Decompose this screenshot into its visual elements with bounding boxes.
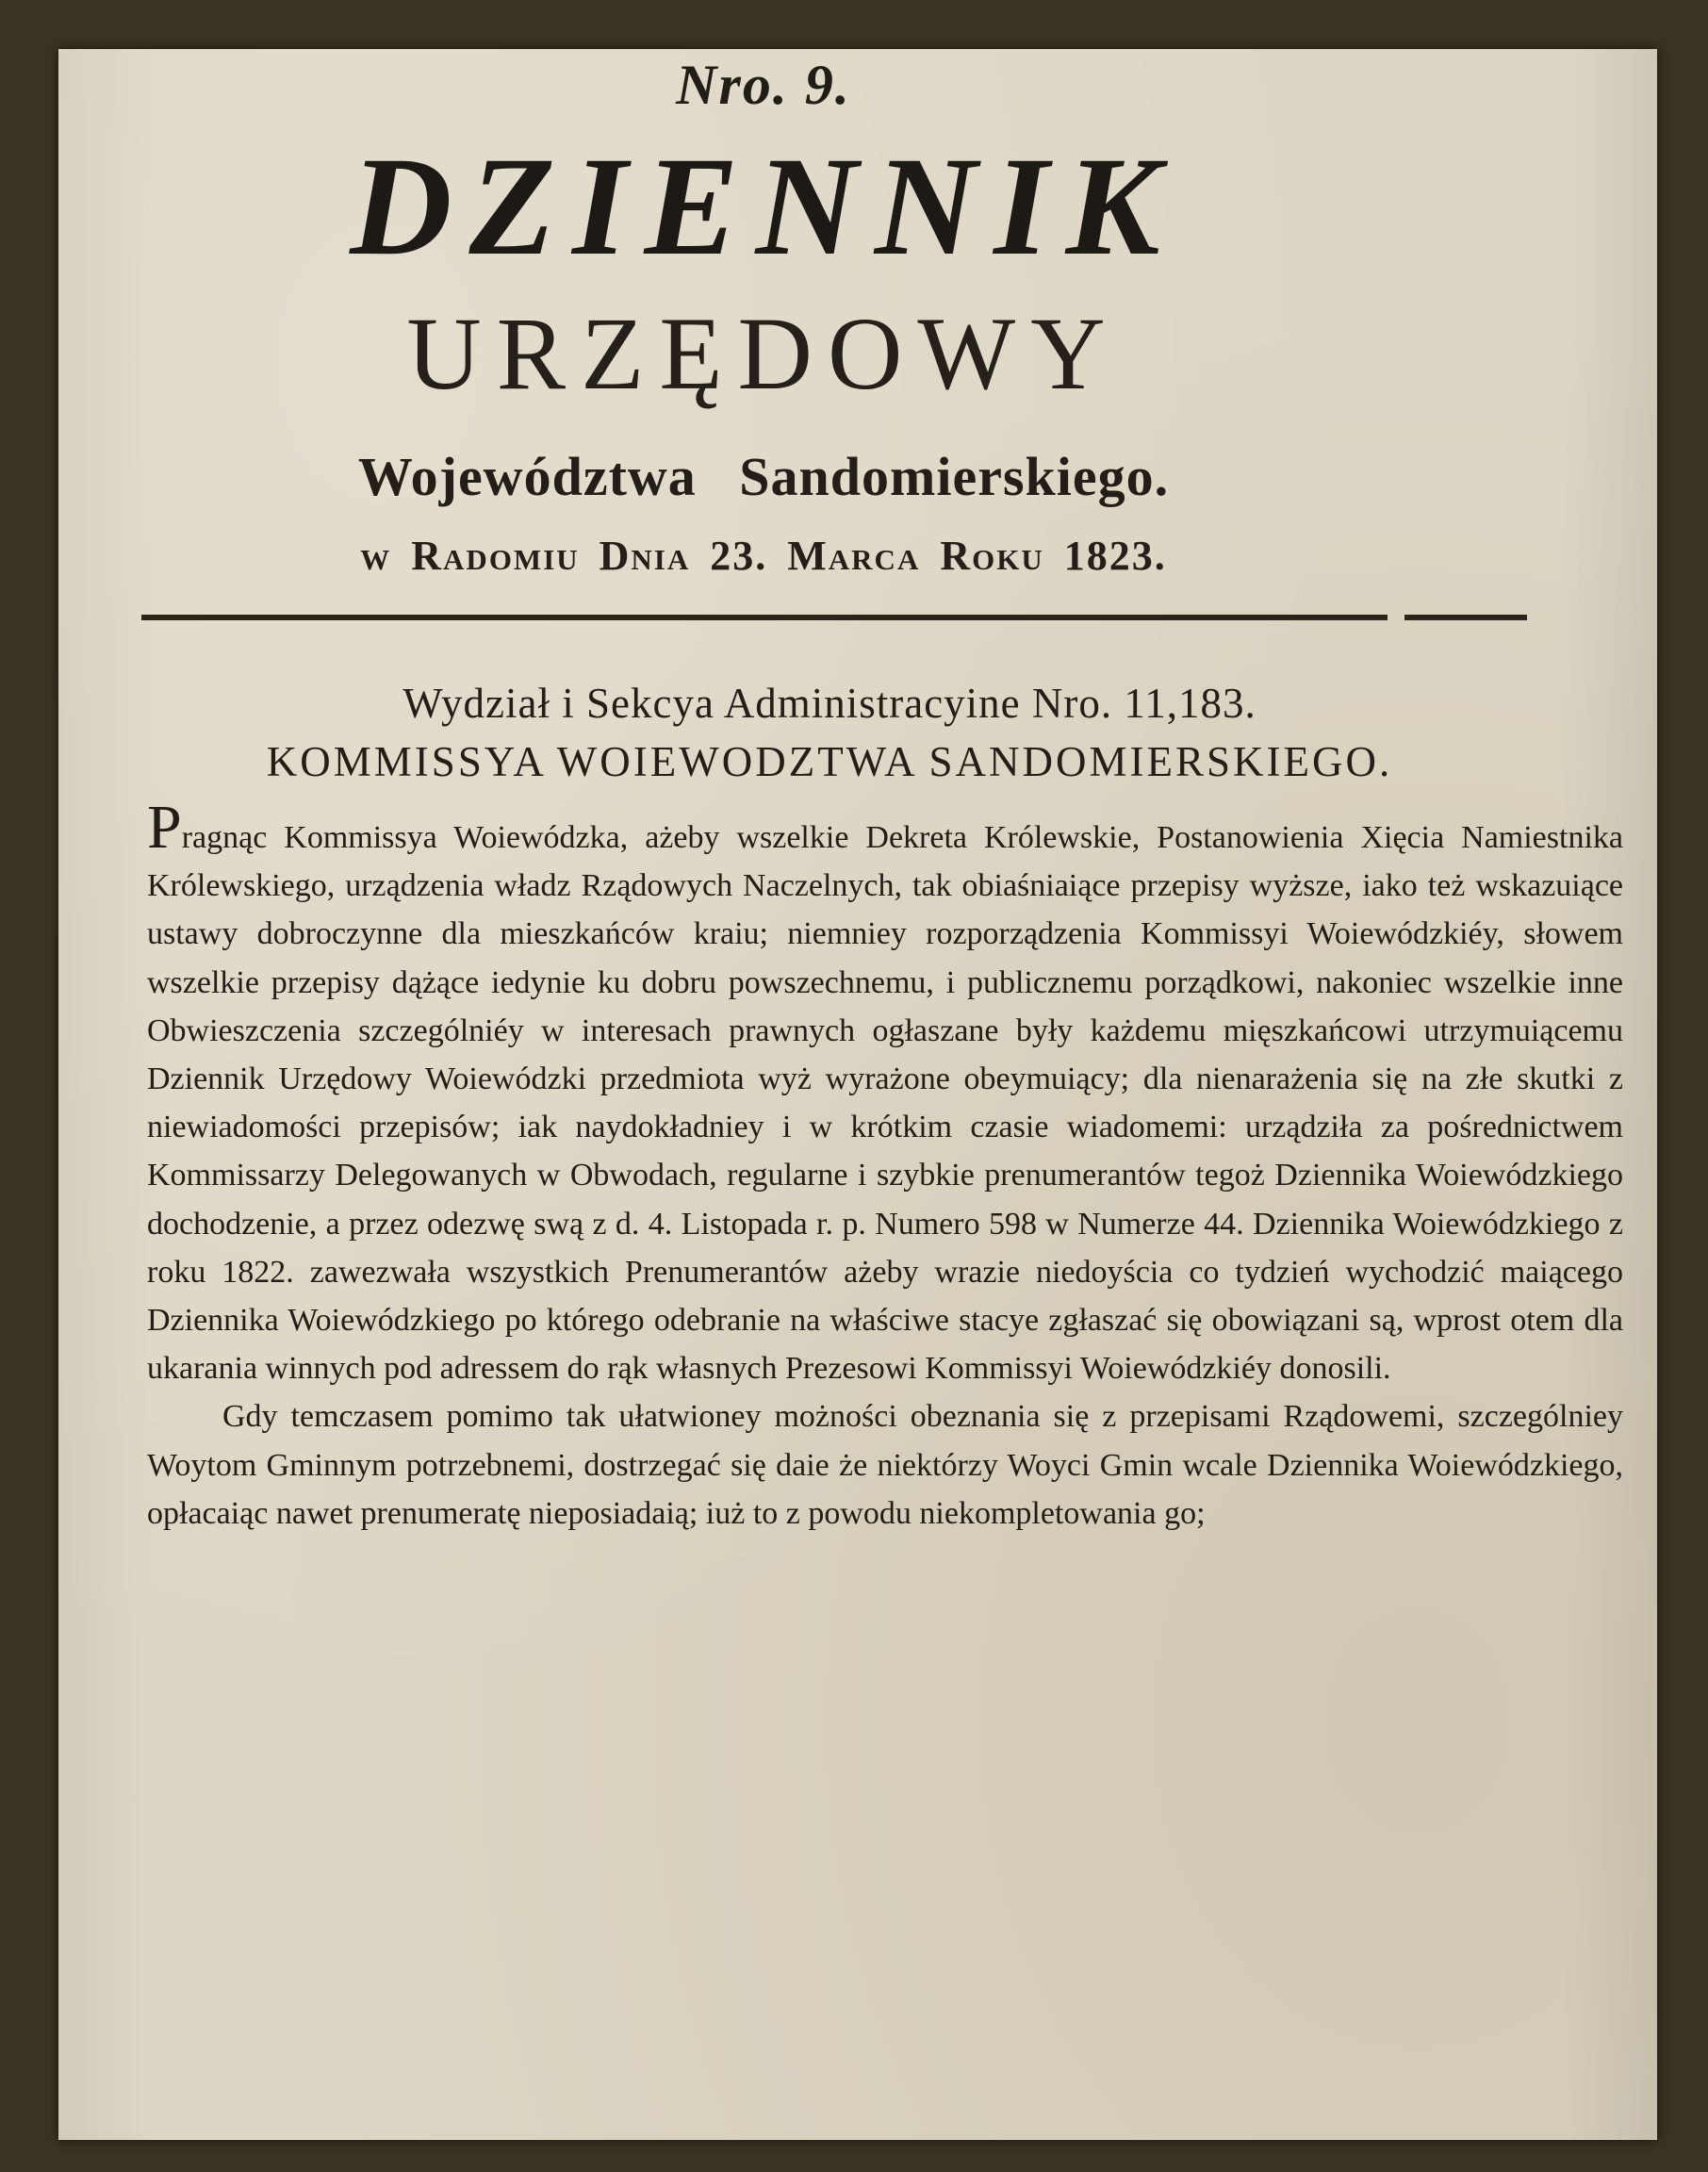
- commission-heading: KOMMISSYA WOIEWODZTWA SANDOMIERSKIEGO.: [266, 738, 1393, 785]
- header-rule: [141, 615, 1388, 620]
- notice-body: [147, 793, 1623, 1538]
- notice-paragraph-1: Pragnąc Kommissya Woiewódzka, ażeby wszelkie Dekreta Królewskie, Postanowienia Xięcia Namiestnika Królewskiego, urządzenia władz Rządowych Naczelnych, tak obiaśniaiące przepisy wyższe, iako też wskazuiące ustawy dobroczynne dla mieszkańców kraiu; niemniey rozporządzenia Kommissyi Woiewódzkiéy, słowem wszelkie przepisy dążące iedynie ku dobru powszechnemu, i publicznemu porządkowi, nakoniec wszelkie inne Obwieszczenia szczególniéy w interesach prawnych ogłaszane były każdemu mięszkańcowi utrzymuiącemu Dziennik Urzędowy Woiewódzki przedmiota wyż wyrażone obeymuiący; dla nienarażenia się na złe skutki z niewiadomości przepisów; iak naydokładniey i w krótkim czasie wiadomemi: urządziła za pośrednictwem Kommissarzy Delegowanych w Obwodach, regularne i szybkie prenumerantów tegoż Dziennika Woiewódzkiego dochodzenie, a przez odezwę swą z d. 4. Listopada r. p. Numero 598 w Numerze 44. Dziennika Woiewódzkiego z roku 1822. zawezwała wszystkich Prenumerantów ażeby wrazie niedoyścia co tydzień wychodzić maiącego Dziennika Woiewódzkiego po którego odebranie na właściwe stacye zgłaszać się obowiązani są, wprost otem dla ukarania winnych pod adressem do rąk własnych Prezesowi Kommissyi Woiewódzkiéy donosili.: [147, 793, 1623, 1387]
- province-line: Województwa Sandomierskiego.: [357, 446, 1170, 507]
- section-heading: Wydział i Sekcya Administracyine Nro. 11,183.: [402, 680, 1256, 727]
- newspaper-subtitle: URZĘDOWY: [406, 296, 1121, 411]
- issue-number: Nro. 9.: [676, 54, 851, 116]
- header-rule-short: [1404, 615, 1527, 620]
- newspaper-title: DZIENNIK: [350, 128, 1177, 285]
- notice-paragraph-2: Gdy temczasem pomimo tak ułatwioney możności obeznania się z przepisami Rządowemi, szczególniey Woytom Gminnym potrzebnemi, dostrzegać się daie że niektórzy Woyci Gmin wcale Dziennika Woiewódzkiego, opłacaiąc nawet prenumeratę nieposiadaią; iuż to z powodu niekompletowania go;: [147, 1399, 1623, 1531]
- dateline: w Radomiu Dnia 23. Marca Roku 1823.: [360, 533, 1167, 579]
- document-page: [58, 49, 1657, 2140]
